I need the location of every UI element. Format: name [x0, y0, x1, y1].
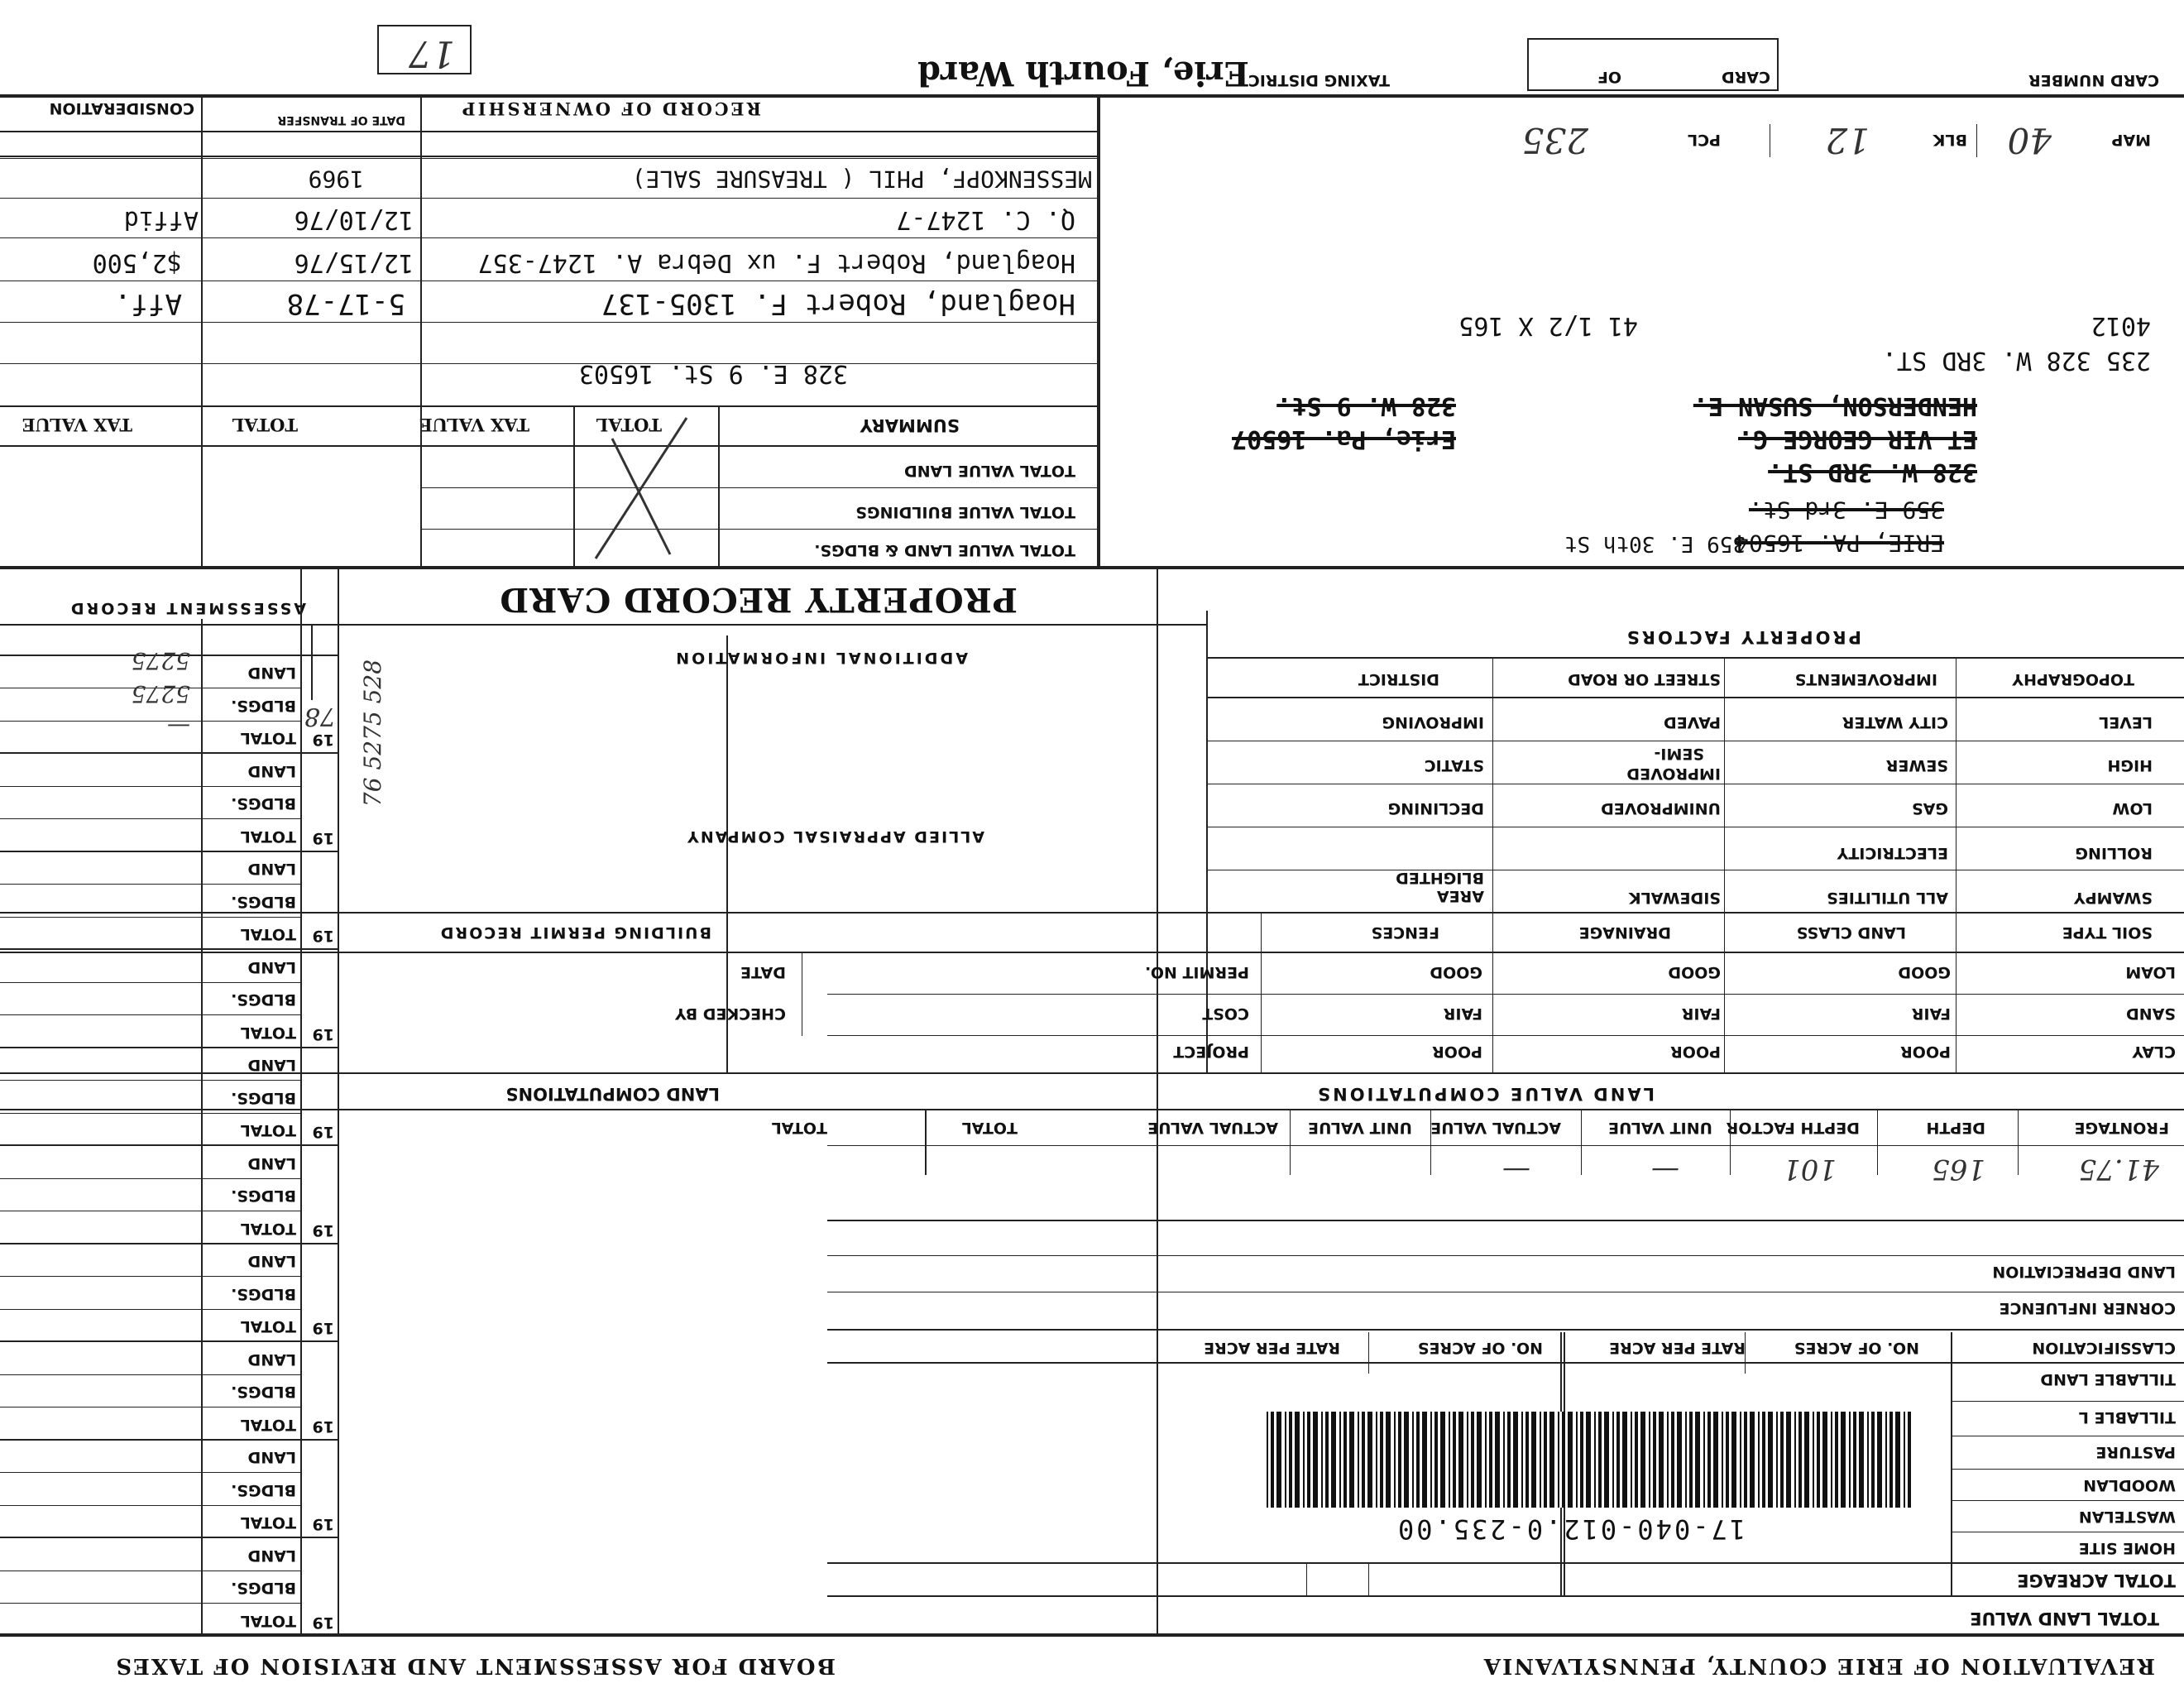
assessment-handwritten-amount: — [167, 713, 190, 741]
assessment-row-rule [0, 1178, 302, 1179]
of-label: OF [1597, 68, 1621, 86]
rule [0, 1072, 2184, 1074]
assessment-bldgs-label: BLDGS. [231, 1089, 296, 1107]
barcode-icon [1266, 1412, 1911, 1508]
rule [1492, 914, 1493, 1074]
gas-label: GAS [1912, 799, 1948, 818]
assessment-total-label: TOTAL [240, 1317, 296, 1336]
assessment-total-label: TOTAL [240, 1121, 296, 1140]
unit-value-header-2: UNIT VALUE [1308, 1119, 1412, 1137]
rule [1208, 697, 2184, 698]
assessment-handwritten-year: 78 [304, 702, 336, 731]
rule [827, 1220, 2184, 1221]
no-of-acres-label-1: NO. OF ACRES [1794, 1339, 1919, 1357]
taxing-district-value: Erie, Fourth Ward [917, 54, 1249, 93]
frontage-header: FRONTAGE [2074, 1119, 2169, 1137]
rule [0, 94, 2184, 98]
rule [1952, 1500, 2184, 1501]
owner-row-2-date: 12/10/76 [294, 205, 414, 234]
corner-influence-label: CORNER INFLUENCE [1999, 1299, 2176, 1317]
assessment-bldgs-label: BLDGS. [231, 697, 296, 715]
rule [827, 1362, 2184, 1364]
sand-label: SAND [2125, 1005, 2176, 1023]
rule [827, 1255, 2184, 1256]
rule [0, 363, 1100, 364]
actual-value-hand: — [1502, 1154, 1530, 1187]
rule [1261, 914, 1262, 1074]
assessment-row-rule [0, 1374, 302, 1375]
grade-poor-2: POOR [1670, 1043, 1721, 1061]
assessment-land-label: LAND [247, 1252, 296, 1271]
fences-header: FENCES [1371, 923, 1439, 942]
total-acreage-label: TOTAL ACREAGE [2017, 1571, 2176, 1590]
assessment-row-rule [0, 1309, 302, 1310]
revaluation-title: REVALUATION OF ERIE COUNTY, PENNSYLVANIA [1482, 1653, 2155, 1678]
depth-header: DEPTH [1926, 1119, 1985, 1137]
grade-poor-3: POOR [1432, 1043, 1482, 1061]
classification-label: CLASSIFICATION [2032, 1339, 2176, 1357]
paved-label: PAVED [1663, 713, 1721, 731]
rule [1976, 124, 1977, 157]
board-title: BOARD FOR ASSESSMENT AND REVISION OF TAXES [114, 1653, 836, 1678]
card-label: CARD [1721, 68, 1770, 86]
owner-row-3: Hoagland, Robert F. ux Debra A. 1247-357 [477, 248, 1075, 277]
assessment-land-label: LAND [247, 1547, 296, 1565]
address-note-struck-3: 328 E. 9 St. 16503 [578, 359, 848, 388]
rule [0, 912, 2184, 914]
rule [1097, 98, 1100, 569]
date-of-transfer-label: DATE OF TRANSFER [277, 113, 405, 127]
pcl-label: PCL [1688, 131, 1721, 149]
owner-row-1-date: 1969 [308, 165, 364, 193]
assessment-year-prefix: 19 [312, 829, 334, 847]
assessment-year-prefix: 19 [312, 927, 334, 946]
rule [0, 322, 1100, 323]
total-value-land-bldgs: TOTAL VALUE LAND & BLDGS. [814, 541, 1075, 559]
grade-good-1: GOOD [1898, 963, 1951, 981]
allied-appraisal-company: ALLIED APPRAISAL COMPANY [686, 827, 984, 846]
rule [1492, 659, 1493, 914]
assessment-row-rule [0, 917, 302, 918]
swampy-label: SWAMPY [2073, 889, 2153, 907]
total-header-1: TOTAL [961, 1119, 1018, 1137]
owner-row-4-date: 5-17-78 [286, 287, 405, 320]
assessment-total-label: TOTAL [240, 1220, 296, 1238]
additional-information-title: ADDITIONAL INFORMATION [673, 649, 968, 667]
owner-row-1: MESSENKOPF, PHIL ( TREASURE SALE) [631, 165, 1092, 193]
assessment-total-label: TOTAL [240, 925, 296, 944]
sewer-label: SEWER [1885, 756, 1948, 774]
depth-factor-value: 101 [1783, 1153, 1837, 1186]
assessment-row-rule [0, 1113, 302, 1114]
blighted-label: BLIGHTED [1396, 869, 1484, 887]
assessment-row-rule [0, 819, 302, 820]
home-site-label: HOME SITE [2078, 1539, 2176, 1557]
rule [827, 1595, 2184, 1597]
assessment-record-title: ASSESSMENT RECORD [68, 599, 306, 617]
record-of-ownership-title: RECORD OF OWNERSHIP [459, 98, 761, 119]
building-permit-title: BUILDING PERMIT RECORD [438, 923, 711, 942]
electricity-label: ELECTRICITY [1837, 844, 1948, 862]
rule [1952, 1401, 2184, 1402]
struck-henderson: HENDERSON, SUSAN E. [1693, 391, 1977, 420]
assessment-total-label: TOTAL [240, 1416, 296, 1434]
assessment-row-rule [0, 1505, 302, 1506]
assessment-block-rule [0, 1537, 339, 1539]
rule [338, 569, 339, 1637]
assessment-handwritten-amount: 5275 [131, 680, 190, 707]
loam-label: LOAM [2125, 963, 2176, 981]
assessment-block-rule [0, 851, 339, 852]
rate-per-acre-label-2: RATE PER ACRE [1204, 1339, 1340, 1357]
assessment-block-rule [0, 1341, 339, 1343]
assessment-year-prefix: 19 [312, 1417, 334, 1436]
rule [1208, 657, 2184, 659]
rule [0, 131, 1100, 132]
assessment-bldgs-label: BLDGS. [231, 893, 296, 911]
static-label: STATIC [1424, 756, 1484, 774]
assessment-block-rule [0, 949, 339, 951]
actual-value-header-1: ACTUAL VALUE [1430, 1119, 1561, 1137]
rule [1877, 1110, 1878, 1175]
assessment-year-prefix: 19 [312, 1123, 334, 1142]
low-label: LOW [2112, 799, 2153, 818]
land-computations-title: LAND COMPUTATIONS [505, 1084, 720, 1104]
frontage-value: 41.75 [2078, 1153, 2159, 1186]
grade-fair-1: FAIR [1911, 1005, 1951, 1023]
rule [827, 1329, 2184, 1331]
assessment-land-label: LAND [247, 860, 296, 879]
area-label: AREA [1436, 887, 1484, 905]
property-factors-title: PROPERTY FACTORS [1624, 627, 1861, 647]
pasture-label: PASTURE [2095, 1443, 2176, 1461]
assessment-block-rule [0, 1243, 339, 1244]
rule [1724, 914, 1725, 1074]
assessment-row-rule [0, 1211, 302, 1212]
struck-line-address: 359 E. 3rd St. [1748, 496, 1944, 524]
assessment-land-label: LAND [247, 664, 296, 683]
rule [300, 569, 302, 1637]
rule [1581, 1110, 1582, 1175]
depth-value: 165 [1932, 1153, 1985, 1186]
rule [0, 624, 1208, 626]
assessment-bldgs-label: BLDGS. [231, 1383, 296, 1402]
assessment-land-label: LAND [247, 762, 296, 780]
rule [0, 1109, 2184, 1110]
cost-label: COST [1202, 1005, 1249, 1023]
assessment-row-rule [0, 1015, 302, 1016]
unit-value-header-1: UNIT VALUE [1608, 1119, 1712, 1137]
rule [0, 237, 1100, 238]
total-value-buildings: TOTAL VALUE BUILDINGS [855, 503, 1075, 521]
rule [201, 98, 203, 569]
total-value-land: TOTAL VALUE LAND [903, 462, 1075, 480]
map-label: MAP [2111, 131, 2151, 149]
rule [420, 98, 422, 569]
assessment-year-prefix: 19 [312, 1319, 334, 1338]
pcl-value: 235 [1521, 120, 1588, 161]
assessment-total-label: TOTAL [240, 1513, 296, 1532]
rule [0, 156, 1100, 157]
improvements-header: IMPROVEMENTS [1794, 670, 1937, 688]
assessment-handwritten-amount: 5275 [131, 647, 190, 674]
consideration-label: CONSIDERATION [49, 99, 194, 117]
depth-factor-header: DEPTH FACTOR [1726, 1119, 1860, 1137]
rolling-label: ROLLING [2075, 844, 2153, 862]
wasteland-label: WASTELAN [2078, 1508, 2176, 1526]
sidewalk-label: SIDEWALK [1628, 889, 1721, 907]
struck-328-w-9: 328 W. 9 St. [1276, 391, 1456, 420]
rule [0, 158, 1100, 159]
assessment-bldgs-label: BLDGS. [231, 990, 296, 1009]
stamp-value: 17 [409, 32, 455, 74]
location-line-1: 235 328 W. 3RD ST. [1881, 346, 2151, 375]
soil-type-header: SOIL TYPE [2062, 923, 2153, 942]
declining-label: DECLINING [1387, 799, 1484, 818]
rule [827, 1145, 2184, 1146]
rule [0, 198, 1100, 199]
clay-label: CLAY [2132, 1043, 2176, 1061]
rule [1430, 1110, 1431, 1175]
card-number-label: CARD NUMBER [2028, 71, 2159, 89]
actual-value-header-2: ACTUAL VALUE [1147, 1119, 1278, 1137]
summary-crossout-mark [579, 414, 703, 563]
rule [1306, 1564, 1307, 1597]
drainage-header: DRAINAGE [1578, 923, 1671, 942]
street-or-road-header: STREET OR ROAD [1568, 670, 1721, 688]
assessment-row-rule [0, 1277, 302, 1278]
rule [201, 619, 203, 1637]
rule [1290, 1110, 1291, 1175]
blk-value: 12 [1825, 120, 1870, 161]
grade-good-3: GOOD [1430, 963, 1482, 981]
tillable-land-label: TILLABLE LAND [2040, 1370, 2176, 1388]
parcel-number: 17-040-012.0-235.00 [1395, 1513, 1746, 1545]
assessment-total-label: TOTAL [240, 729, 296, 748]
rule [925, 1110, 927, 1175]
assessment-total-label: TOTAL [240, 827, 296, 846]
struck-line-erie: ERIE, PA. 16504 [1735, 530, 1944, 557]
rule [1951, 1332, 1952, 1597]
assessment-row-rule [0, 786, 302, 787]
land-value-computations-title: LAND VALUE COMPUTATIONS [1315, 1084, 1655, 1104]
rule [1730, 1110, 1731, 1175]
rule [1368, 1564, 1369, 1597]
rule [0, 445, 1100, 447]
rate-per-acre-label-1: RATE PER ACRE [1609, 1339, 1746, 1357]
rule [1157, 569, 1158, 1637]
owner-row-4-consideration: Aff. [114, 287, 182, 320]
assessment-block-rule [0, 753, 339, 755]
owner-row-2-consideration: Affid [123, 205, 199, 234]
checked-by-label: CHECKED BY [674, 1005, 786, 1023]
rule [573, 407, 575, 569]
semi-label: SEMI- [1654, 745, 1704, 763]
grade-fair-2: FAIR [1681, 1005, 1721, 1023]
grade-fair-3: FAIR [1443, 1005, 1482, 1023]
location-map-ref: 4012 [2091, 311, 2151, 340]
owner-row-2: Q. C. 1247-7 [896, 205, 1075, 234]
grade-good-2: GOOD [1668, 963, 1721, 981]
rule [827, 994, 2184, 995]
high-label: HIGH [2107, 756, 2153, 774]
assessment-land-label: LAND [247, 1056, 296, 1075]
rule [827, 1035, 2184, 1036]
header-rule [0, 1633, 2184, 1637]
assessment-row-rule [0, 1407, 302, 1408]
assessment-year-prefix: 19 [312, 1614, 334, 1632]
assessment-block-rule [0, 1145, 339, 1147]
owner-row-3-consideration: $2,500 [92, 248, 182, 277]
woodland-label: WOODLAN [2083, 1476, 2176, 1494]
rule [311, 626, 313, 700]
assessment-row-rule [0, 982, 302, 983]
rule [422, 487, 1100, 488]
land-class-header: LAND CLASS [1796, 923, 1906, 942]
assessment-bldgs-label: BLDGS. [231, 1187, 296, 1206]
project-label: PROJECT [1173, 1043, 1249, 1061]
taxing-district-label: TAXING DISTRICT [1237, 71, 1390, 89]
struck-et-vir: ET VIR GEORGE G. [1738, 424, 1977, 453]
summary-total-1: TOTAL [596, 415, 662, 435]
assessment-land-label: LAND [247, 1448, 296, 1467]
rule [1952, 1469, 2184, 1470]
assessment-total-label: TOTAL [240, 1612, 296, 1630]
rule [2018, 1110, 2019, 1175]
topography-header: TOPOGRAPHY [2012, 670, 2134, 688]
rule [0, 566, 2184, 569]
district-header: DISTRICT [1358, 670, 1439, 688]
rule [718, 407, 720, 569]
summary-total-2: TOTAL [232, 415, 298, 435]
rule [1368, 1332, 1369, 1374]
date-label: DATE [740, 963, 786, 981]
struck-erie-pa: Erie, Pa. 16507 [1232, 424, 1456, 453]
rule [422, 529, 1100, 530]
assessment-land-label: LAND [247, 1350, 296, 1369]
no-of-acres-label-2: NO. OF ACRES [1417, 1339, 1543, 1357]
address-note-1: 359 E. 30th St [1564, 531, 1746, 556]
rule [726, 635, 728, 1074]
rule [0, 952, 2184, 953]
total-header-2: TOTAL [771, 1119, 827, 1137]
assessment-block-rule [0, 1047, 339, 1048]
struck-line-3rd-st: 328 W. 3RD ST. [1768, 458, 1977, 487]
owner-row-3-date: 12/15/76 [294, 248, 414, 277]
assessment-land-label: LAND [247, 1154, 296, 1172]
rule [1724, 659, 1725, 914]
summary-title: SUMMARY [860, 415, 960, 435]
tillable-l-label: TILLABLE L [2078, 1408, 2176, 1427]
owner-row-4: Hoagland, Robert F. 1305-137 [601, 287, 1075, 320]
unimproved-label: UNIMPROVED [1601, 799, 1721, 818]
rule [827, 1562, 2184, 1564]
summary-tax-value-2: TAX VALUE [22, 415, 132, 435]
assessment-total-label: TOTAL [240, 1024, 296, 1042]
improving-label: IMPROVING [1382, 713, 1484, 731]
assessment-block-rule [0, 1439, 339, 1441]
assessment-bldgs-label: BLDGS. [231, 1285, 296, 1303]
assessment-row-rule [0, 721, 302, 722]
unit-value-hand: — [1651, 1154, 1679, 1187]
improved-label: IMPROVED [1626, 765, 1721, 783]
assessment-land-label: LAND [247, 958, 296, 976]
assessment-year-prefix: 19 [312, 1515, 334, 1534]
assessment-bldgs-label: BLDGS. [231, 794, 296, 813]
rule [0, 405, 1100, 407]
map-value: 40 [2007, 120, 2052, 161]
summary-tax-value-1: TAX VALUE [419, 415, 529, 435]
assessment-side-note: 76 5275 528 [358, 659, 386, 808]
blk-label: BLK [1933, 131, 1967, 149]
lot-size: 41 1/2 X 165 [1458, 311, 1638, 340]
city-water-label: CITY WATER [1842, 713, 1948, 731]
land-depreciation-label: LAND DEPRECIATION [1992, 1263, 2176, 1281]
assessment-bldgs-label: BLDGS. [231, 1481, 296, 1499]
rule [1745, 1332, 1746, 1374]
assessment-year-prefix: 19 [312, 1025, 334, 1043]
grade-poor-1: POOR [1900, 1043, 1951, 1061]
all-utilities-label: ALL UTILITIES [1827, 889, 1948, 907]
assessment-bldgs-label: BLDGS. [231, 1579, 296, 1598]
assessment-year-prefix: 19 [312, 1221, 334, 1240]
total-land-value-label: TOTAL LAND VALUE [1970, 1609, 2159, 1628]
assessment-row-rule [0, 1473, 302, 1474]
permit-no-label: PERMIT NO. [1145, 963, 1249, 981]
property-record-card-title: PROPERTY RECORD CARD [499, 580, 1018, 619]
rule [1157, 1110, 1158, 1175]
level-label: LEVEL [2099, 713, 2153, 731]
assessment-year-prefix: 19 [312, 731, 334, 750]
